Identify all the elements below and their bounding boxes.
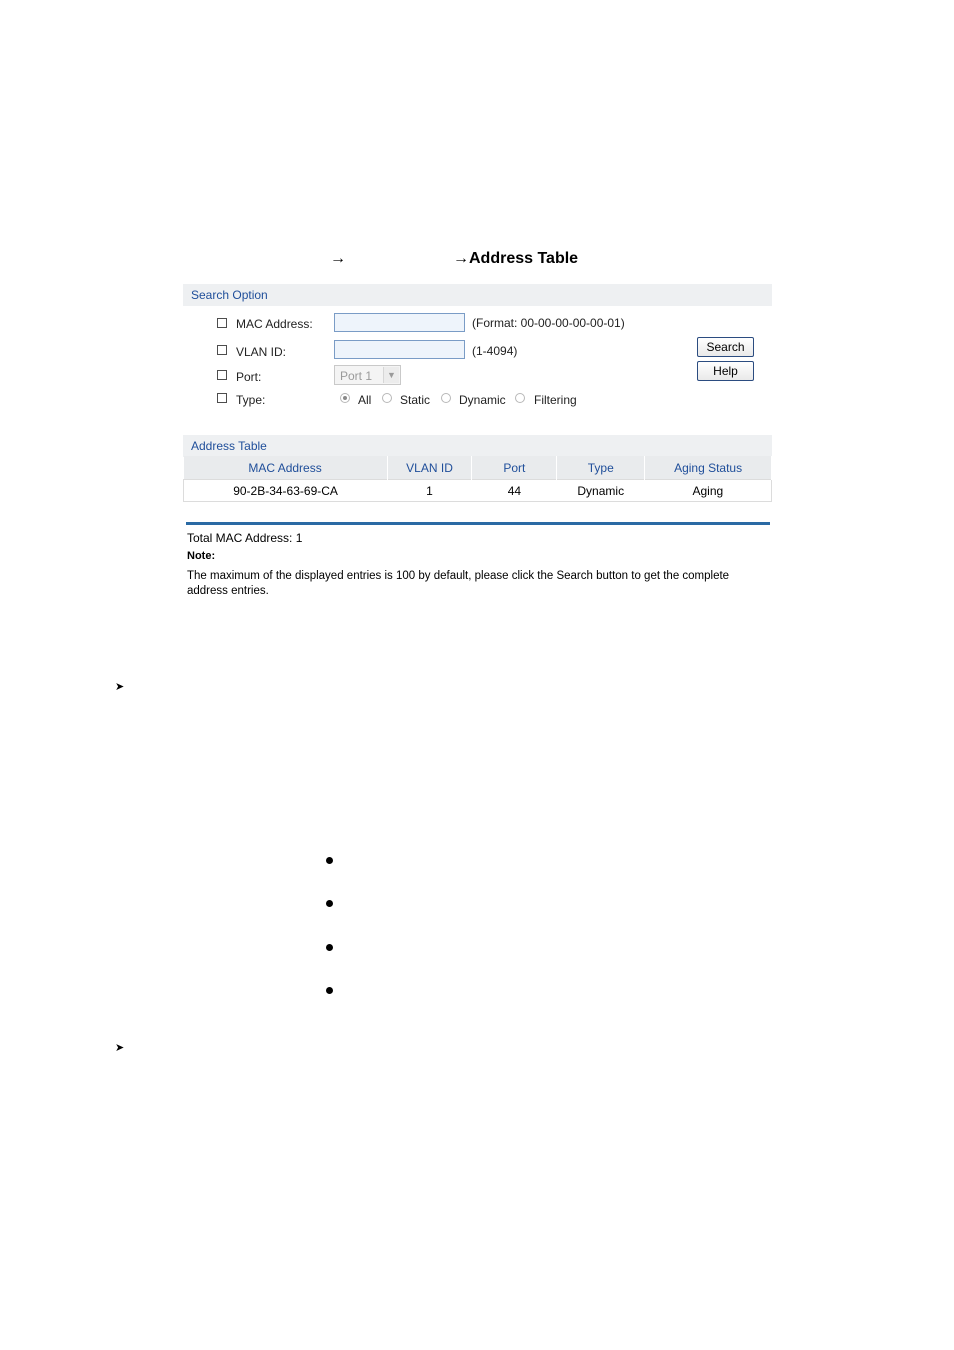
cell-mac: 90-2B-34-63-69-CA xyxy=(184,480,388,502)
type-radio-static[interactable] xyxy=(382,393,392,403)
type-option-filtering: Filtering xyxy=(534,393,577,407)
type-option-all: All xyxy=(358,393,372,407)
search-option-header: Search Option xyxy=(183,284,772,306)
port-label: Port: xyxy=(236,370,262,384)
column-header-type: Type xyxy=(557,456,645,480)
mac-address-label: MAC Address: xyxy=(236,317,313,331)
type-checkbox[interactable] xyxy=(217,393,227,403)
triangle-right-icon: ➤ xyxy=(115,681,125,693)
note-label: Note: xyxy=(187,550,216,562)
port-select-value: Port 1 xyxy=(340,369,373,383)
vlan-id-checkbox[interactable] xyxy=(217,345,227,355)
bullet-dot-icon xyxy=(326,987,333,994)
note-text-line2: address entries. xyxy=(187,585,269,597)
table-row xyxy=(184,480,772,502)
triangle-right-icon: ➤ xyxy=(115,1042,125,1054)
port-select[interactable] xyxy=(334,365,401,385)
search-button[interactable]: Search xyxy=(697,337,754,357)
cell-aging: Aging xyxy=(645,480,772,502)
bullet-dot-icon xyxy=(326,944,333,951)
port-checkbox[interactable] xyxy=(217,370,227,380)
total-mac-count: Total MAC Address: 1 xyxy=(187,531,303,545)
breadcrumb-current: Address Table xyxy=(469,250,579,267)
cell-port: 44 xyxy=(472,480,557,502)
column-header-mac: MAC Address xyxy=(184,456,388,480)
column-header-port: Port xyxy=(472,456,557,480)
column-header-aging: Aging Status xyxy=(645,456,772,480)
cell-vlan: 1 xyxy=(387,480,472,502)
vlan-id-input[interactable] xyxy=(334,340,465,359)
help-button[interactable]: Help xyxy=(697,361,754,381)
breadcrumb xyxy=(330,250,578,268)
chevron-down-icon: ▼ xyxy=(383,367,399,383)
mac-format-hint: (Format: 00-00-00-00-00-01) xyxy=(472,316,625,330)
breadcrumb-arrow: → xyxy=(330,250,346,267)
type-radio-filtering[interactable] xyxy=(515,393,525,403)
address-table xyxy=(183,456,772,502)
bullet-dot-icon xyxy=(326,900,333,907)
section-divider xyxy=(186,522,770,525)
type-option-static: Static xyxy=(400,393,431,407)
column-header-vlan: VLAN ID xyxy=(387,456,472,480)
bullet-dot-icon xyxy=(326,857,333,864)
vlan-id-label: VLAN ID: xyxy=(236,345,287,359)
mac-address-input[interactable] xyxy=(334,313,465,332)
type-option-dynamic: Dynamic xyxy=(459,393,506,407)
mac-address-checkbox[interactable] xyxy=(217,318,227,328)
address-table-header: Address Table xyxy=(183,435,772,457)
note-text-line1: The maximum of the displayed entries is 100 by default, please click the Search button to get the complete xyxy=(187,570,730,582)
breadcrumb-arrow: → xyxy=(453,250,469,267)
type-radio-all[interactable] xyxy=(340,393,350,403)
type-label: Type: xyxy=(236,393,266,407)
cell-type: Dynamic xyxy=(557,480,645,502)
type-radio-dynamic[interactable] xyxy=(441,393,451,403)
table-header-row xyxy=(184,456,772,480)
vlan-range-hint: (1-4094) xyxy=(472,344,518,358)
